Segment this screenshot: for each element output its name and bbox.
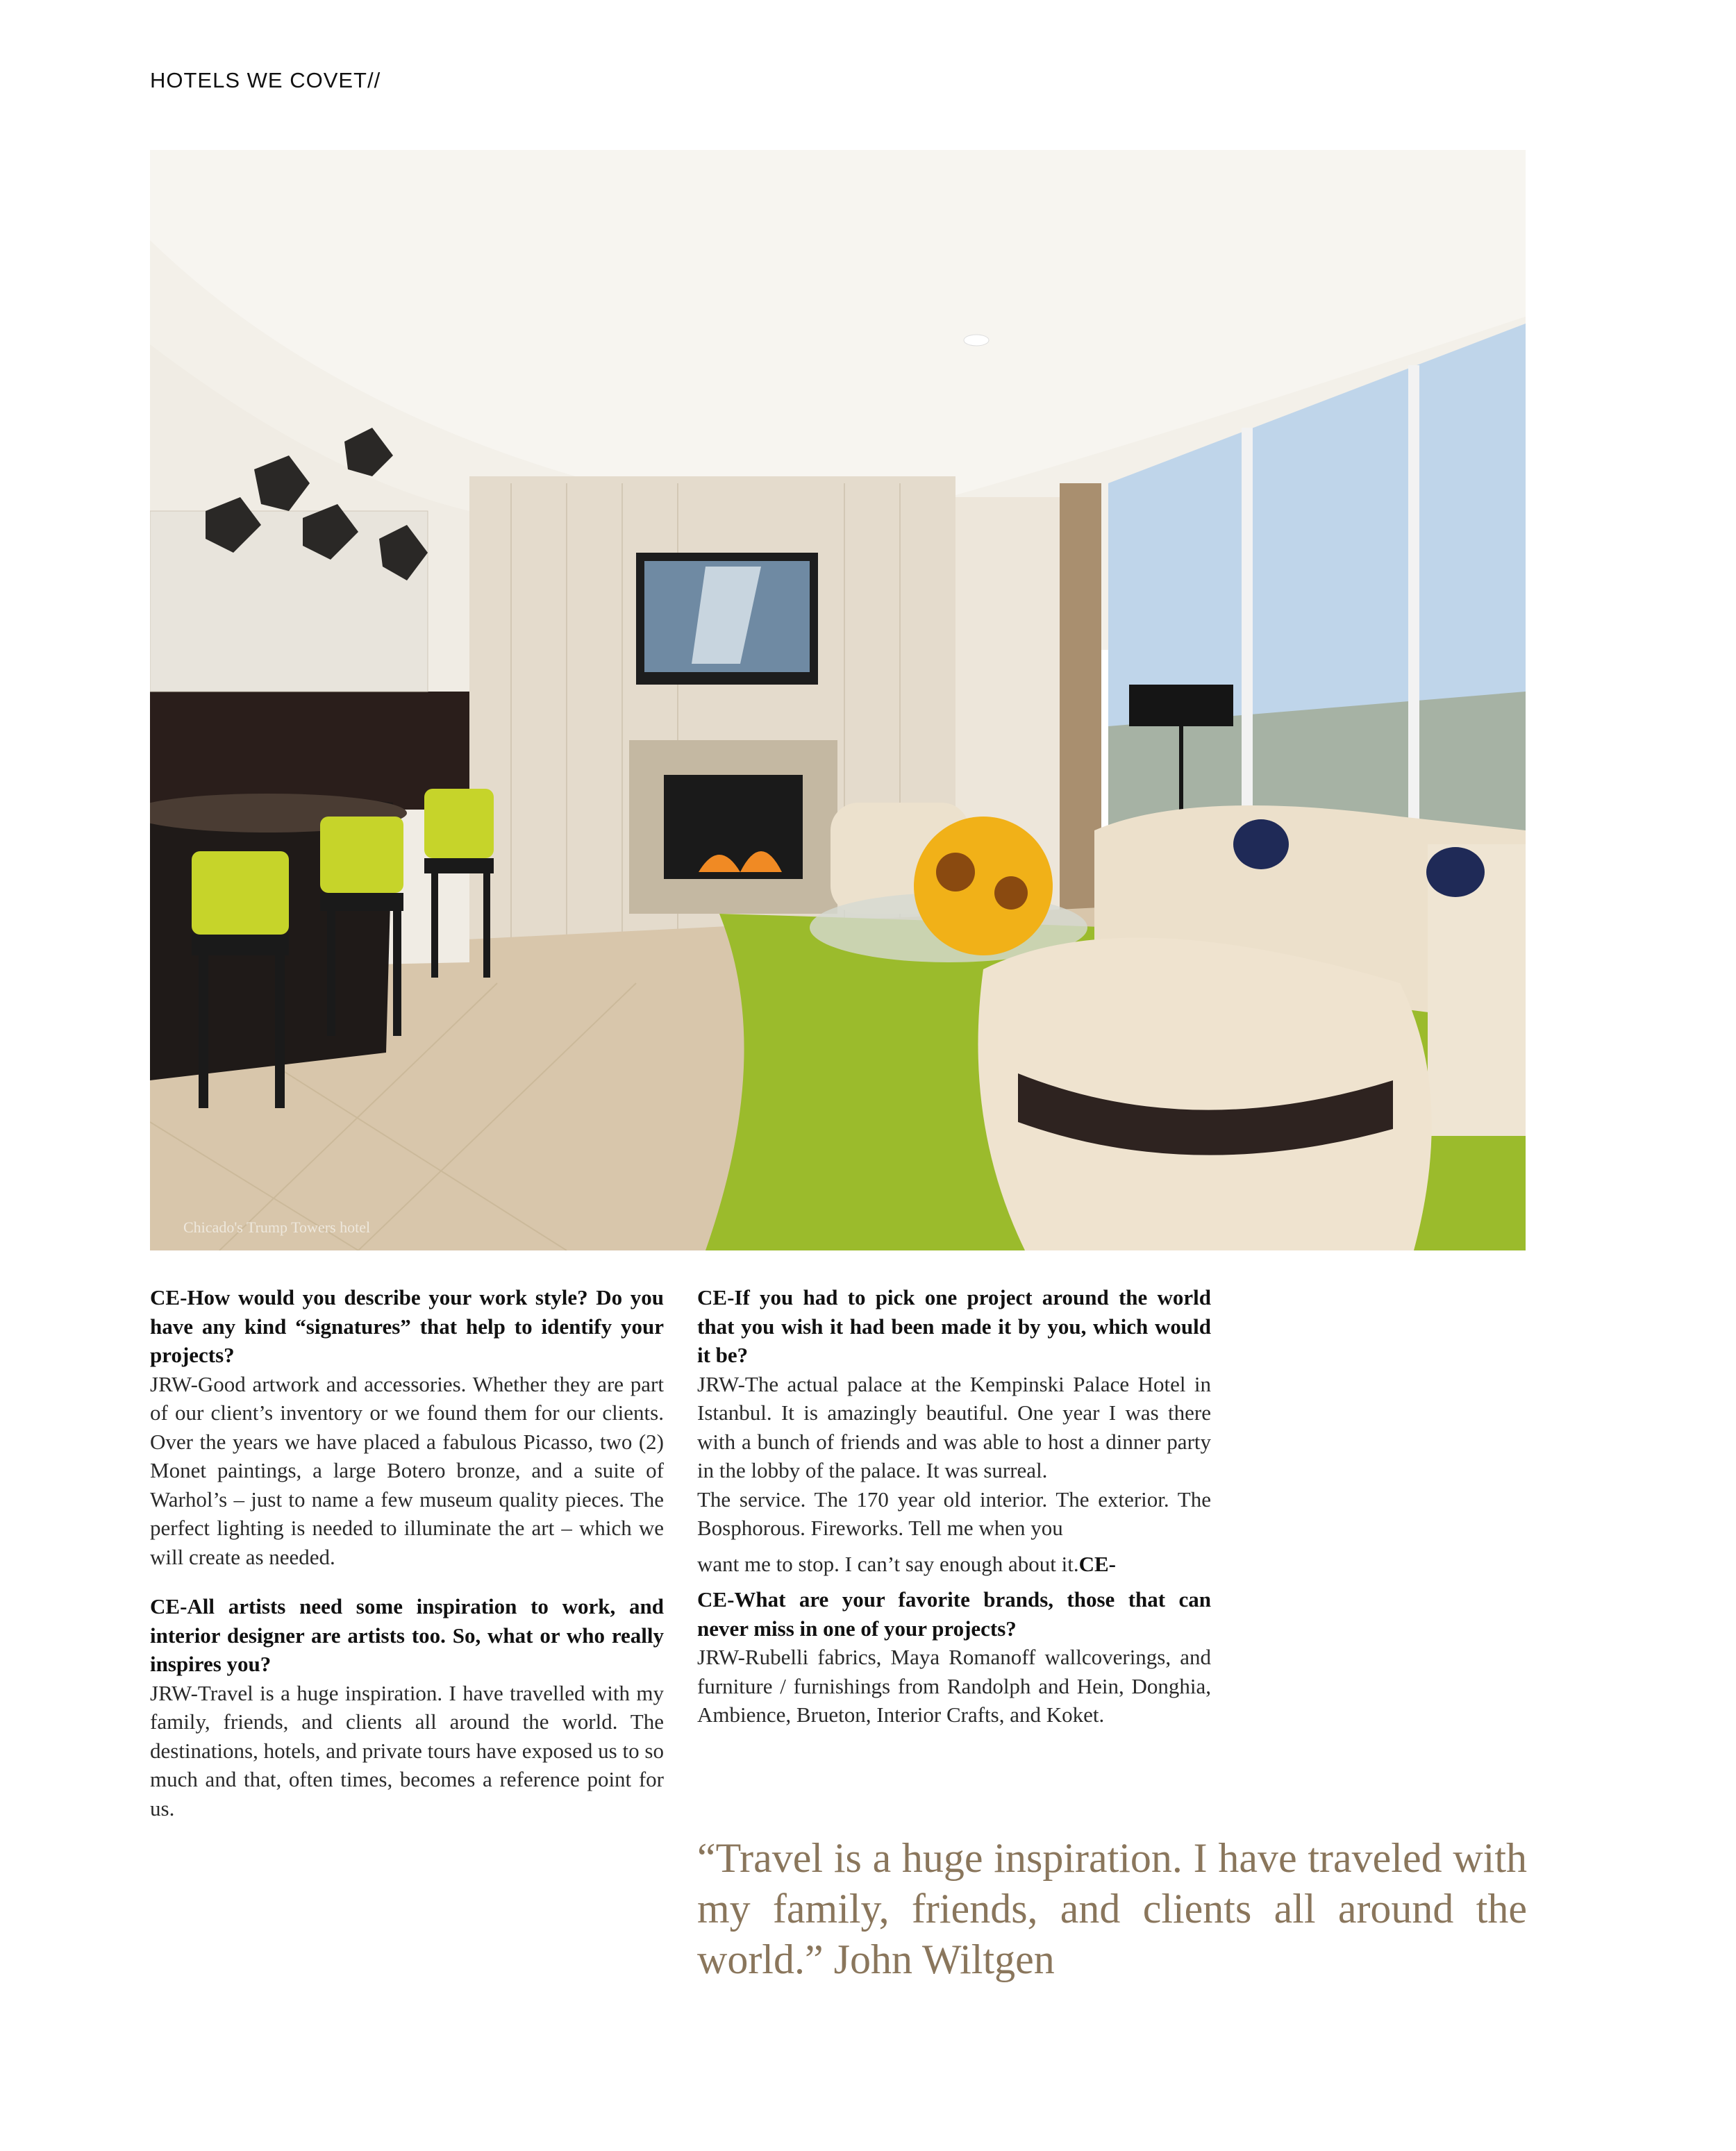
interior-illustration [150, 150, 1526, 1250]
left-column [150, 1283, 664, 1843]
interview-answer [697, 1370, 1211, 1579]
interview-answer: JRW-Good artwork and accessories. Whether they are part of our client’s inventory or we found them for our clients. Over the years we have placed a fabulous Picasso, two (2) Monet paintings, a large Botero bronze, and a suite of Warhol’s – just to name a few museum quality pieces. The perfect lighting is needed to illuminate the art – which we will create as needed. [150, 1371, 664, 1569]
interview-answer: JRW-Rubelli fabrics, Maya Romanoff wallcoverings, and furniture / furnishings from Randolph and Hein, Donghia, Ambience, Brueton, Interior Crafts, and Koket. [697, 1645, 1211, 1727]
interview-answer: JRW-Travel is a huge inspiration. I have travelled with my family, friends, and clients all around the world. The destinations, hotels, and private tours have exposed us to so much and that, often times, becomes a reference point for us. [150, 1680, 664, 1821]
interview-question: CE-How would you describe your work style? Do you have any kind “signatures” that help to identify your projects? [150, 1285, 664, 1367]
answer-paragraph: The service. The 170 year old interior. The exterior. The Bosphorous. Fireworks. Tell me when you [697, 1487, 1211, 1540]
answer-paragraph: JRW-The actual palace at the Kempinski Palace Hotel in Istanbul. It is amazingly beautiful. One year I was there with a bunch of friends and was able to host a dinner party in the lobby of the palace. It was surreal. [697, 1371, 1211, 1482]
answer-paragraph: want me to stop. I can’t say enough about it.CE- [697, 1551, 1116, 1576]
hotel-interior-photo [150, 150, 1526, 1250]
section-label: HOTELS WE COVET// [150, 68, 381, 92]
photo-caption: Chicado's Trump Towers hotel [183, 1219, 371, 1236]
interview-question: CE-If you had to pick one project around the world that you wish it had been made it by you, which would it be? [697, 1285, 1211, 1367]
interview-question: CE-What are your favorite brands, those that can never miss in one of your projects? [697, 1587, 1211, 1641]
sunflowers [914, 817, 1053, 955]
pull-quote: “Travel is a huge inspiration. I have traveled with my family, friends, and clients all around the world.” John Wiltgen [697, 1835, 1527, 1982]
kitchen-backsplash [150, 692, 469, 810]
interview-question: CE-All artists need some inspiration to work, and interior designer are artists too. So, what or who really inspires you? [150, 1594, 664, 1676]
right-column [697, 1283, 1211, 1750]
